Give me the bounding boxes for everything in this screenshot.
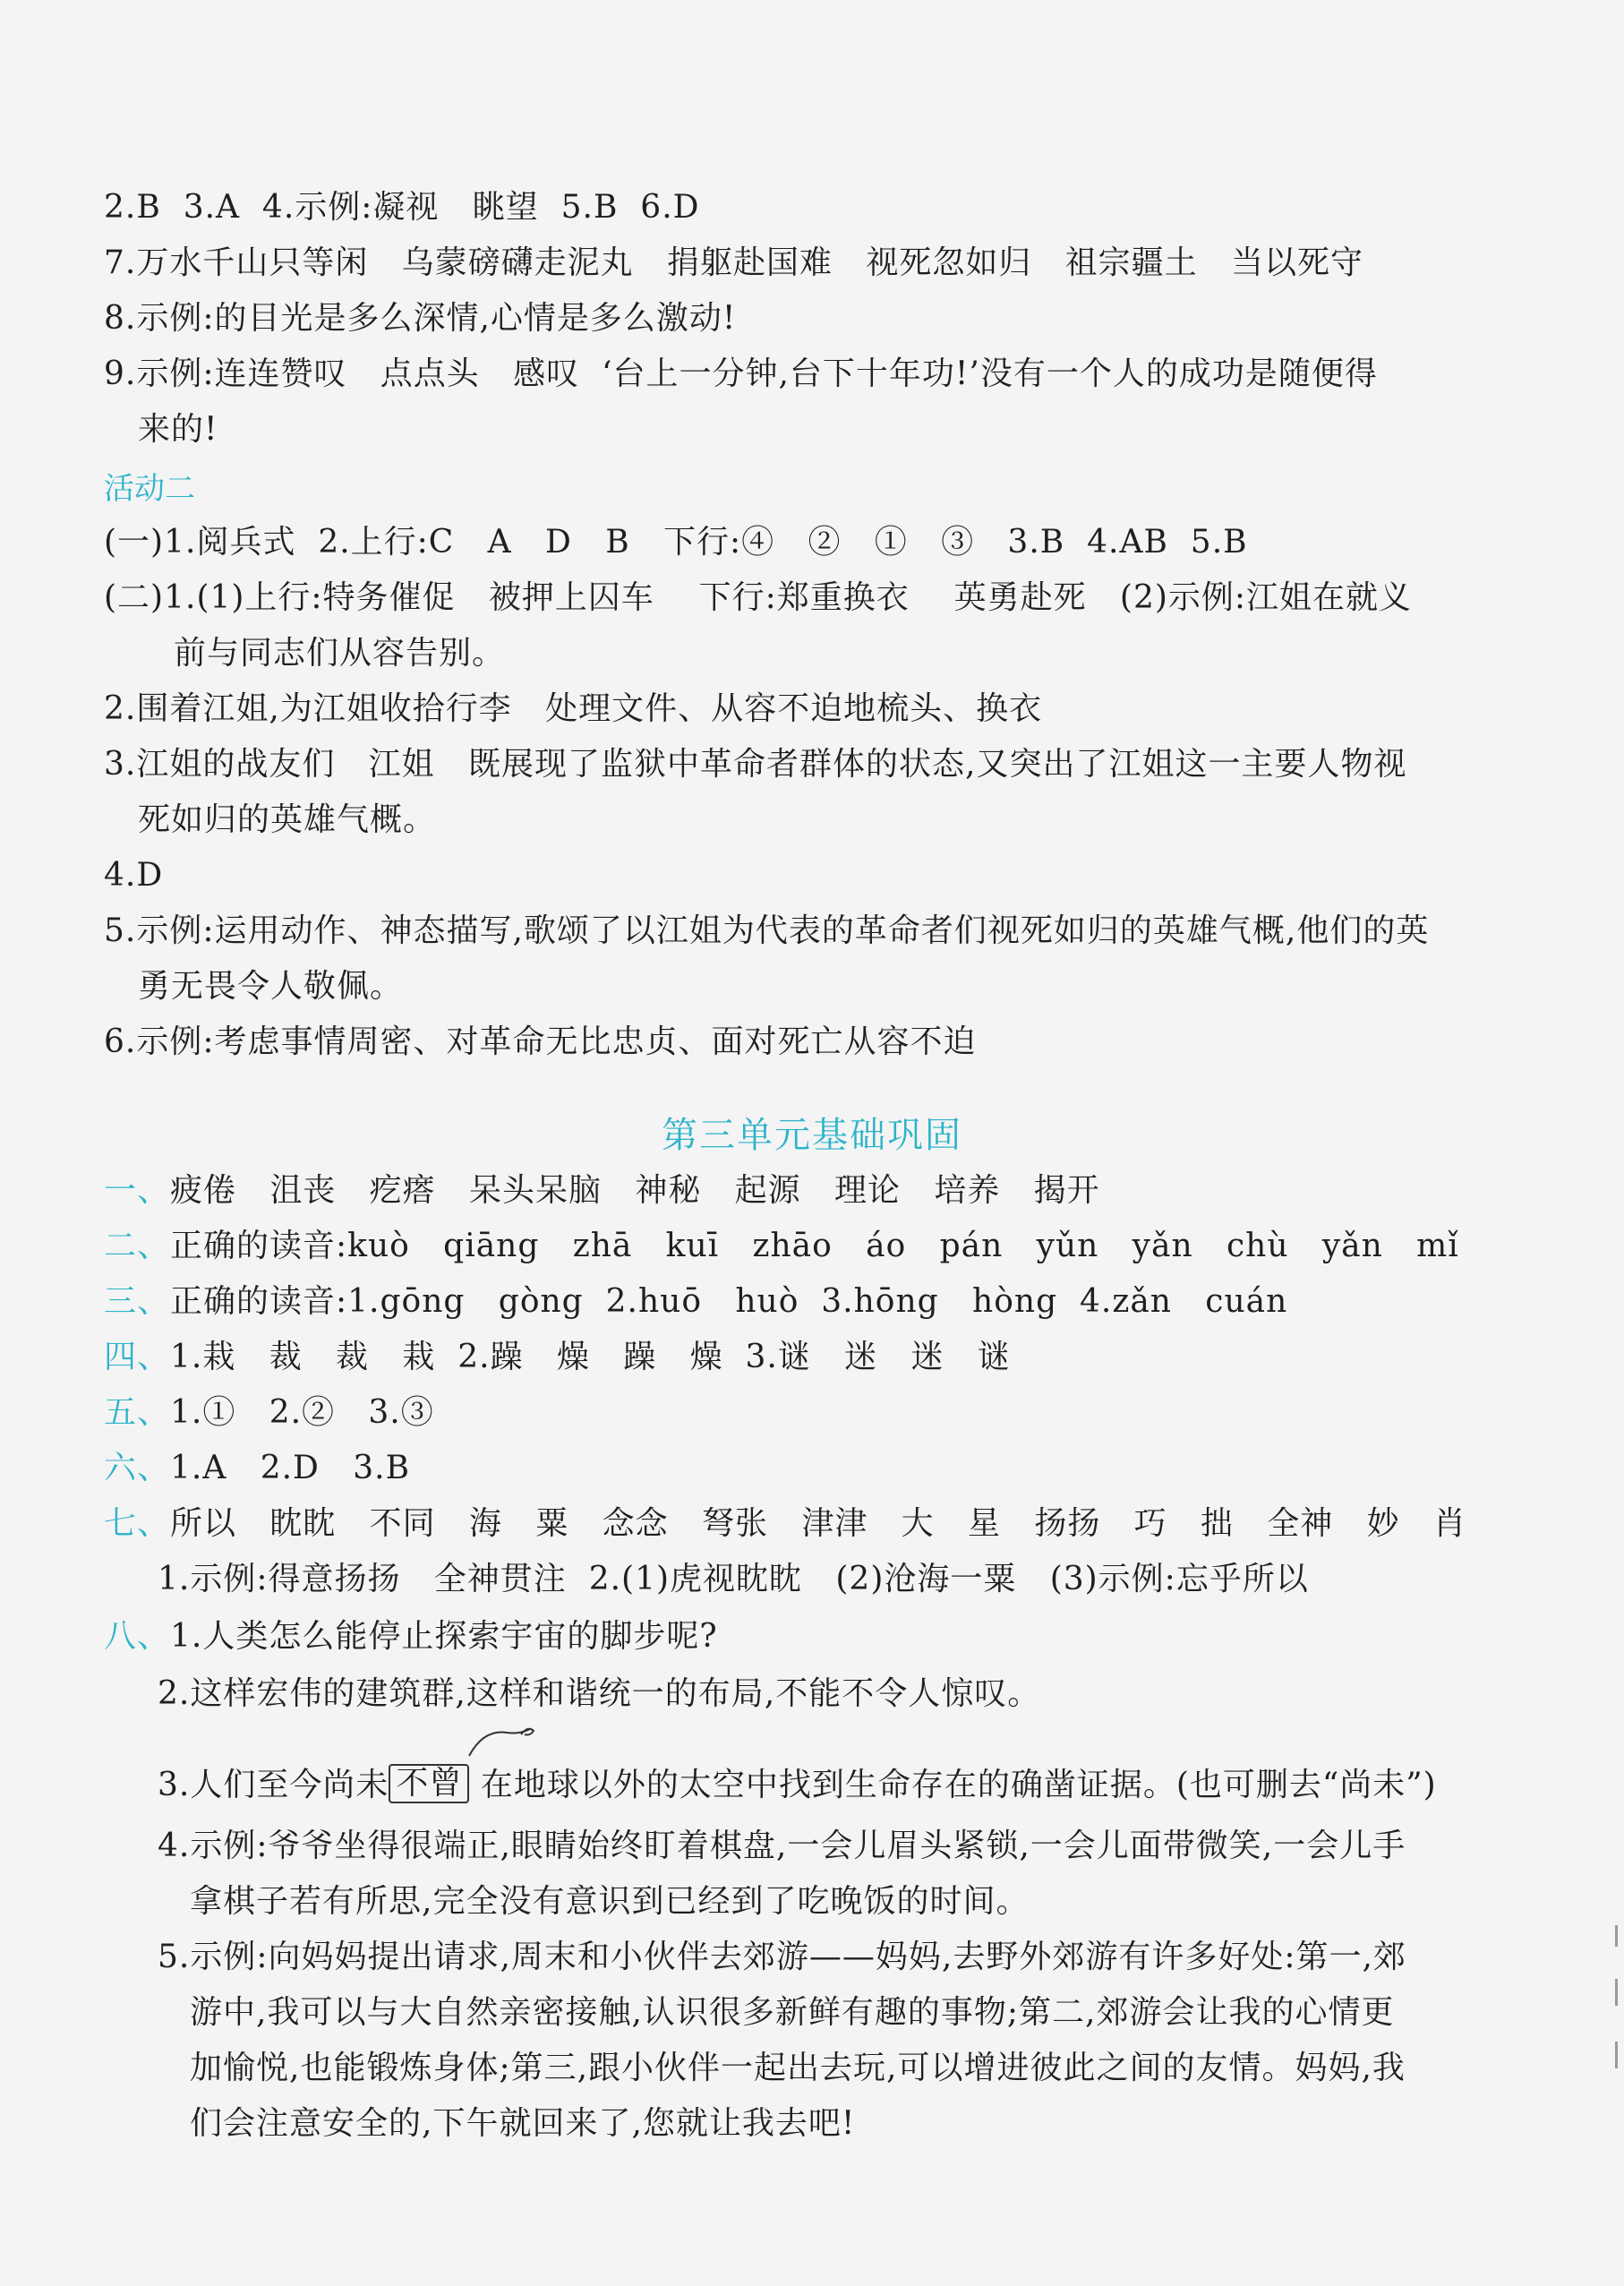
section-number-7: 七、 [104, 1505, 171, 1542]
section-number-2: 二、 [104, 1228, 171, 1264]
section-8-line-1: 1.人类怎么能停止探索宇宙的脚步呢? [170, 1618, 718, 1655]
activity2-line-4-cont: 死如归的英雄气概。 [138, 801, 437, 838]
activity2-line-5: 4.D [104, 857, 164, 894]
margin-tick-marks [1611, 1925, 1624, 2077]
section-6-text: 1.A 2.D 3.B [170, 1450, 411, 1486]
answer-line-7: 7.万水千山只等闲 乌蒙磅礴走泥丸 捐躯赴国难 视死忽如归 祖宗疆土 当以死守 [104, 244, 1363, 281]
section-8-line-5: 5.示例:向妈妈提出请求,周末和小伙伴去郊游——妈妈,去野外郊游有许多好处:第一,郊 [158, 1939, 1406, 1975]
unit3-section-5 [104, 1393, 434, 1433]
section-4-text: 1.栽 裁 裁 栽 2.躁 燥 躁 燥 3.谜 迷 迷 谜 [170, 1339, 1011, 1375]
section-5-text: 1.① 2.② 3.③ [170, 1394, 434, 1431]
unit3-section-8 [104, 1617, 718, 1657]
activity2-line-2-cont: 前与同志们从容告别。 [174, 635, 506, 672]
answer-line-9: 9.示例:连连赞叹 点点头 感叹 ‘台上一分钟,台下十年功!’没有一个人的成功是随便得 [104, 355, 1378, 392]
unit-3-title: 第三单元基础巩固 [662, 1115, 962, 1156]
section-1-text: 疲倦 沮丧 疙瘩 呆头呆脑 神秘 起源 理论 培养 揭开 [170, 1172, 1100, 1209]
section-number-5: 五、 [104, 1394, 171, 1431]
activity2-line-4: 3.江姐的战友们 江姐 既展现了监狱中革命者群体的状态,又突出了江姐这一主要人物视 [104, 746, 1407, 783]
section-8-line-3-end: 在地球以外的太空中找到生命存在的确凿证据。(也可删去“尚未”) [469, 1767, 1437, 1803]
unit3-section-2 [104, 1227, 1459, 1266]
section-number-1: 一、 [104, 1172, 171, 1209]
section-8-line-4: 4.示例:爷爷坐得很端正,眼睛始终盯着棋盘,一会儿眉头紧锁,一会儿面带微笑,一会儿手 [158, 1828, 1406, 1864]
activity2-line-6: 5.示例:运用动作、神态描写,歌颂了以江姐为代表的革命者们视死如归的英雄气概,他们的英 [104, 912, 1430, 949]
section-8-line-5-cont-2: 加愉悦,也能锻炼身体;第三,跟小伙伴一起出去玩,可以增进彼此之间的友情。妈妈,我 [190, 2050, 1406, 2086]
section-8-line-5-cont-3: 们会注意安全的,下午就回来了,您就让我去吧! [190, 2105, 856, 2142]
activity2-line-3: 2.围着江姐,为江姐收拾行李 处理文件、从容不迫地梳头、换衣 [104, 690, 1043, 727]
section-number-6: 六、 [104, 1450, 171, 1486]
section-2-text: 正确的读音:kuò qiāng zhā kuī zhāo áo pán yǔn yǎn chù yǎn mǐ [170, 1228, 1459, 1264]
section-number-3: 三、 [104, 1283, 171, 1320]
unit3-section-4 [104, 1338, 1011, 1377]
answer-line-2-6: 2.B 3.A 4.示例:凝视 眺望 5.B 6.D [104, 189, 700, 226]
answer-line-9-cont: 来的! [138, 411, 218, 448]
unit3-section-6 [104, 1449, 410, 1488]
answer-line-8: 8.示例:的目光是多么深情,心情是多么激动! [104, 300, 737, 337]
section-3-text: 正确的读音:1.gōng gòng 2.huō huò 3.hōng hòng 4.zǎn cuán [170, 1283, 1288, 1320]
section-8-line-5-cont-1: 游中,我可以与大自然亲密接触,认识很多新鲜有趣的事物;第二,郊游会让我的心情更 [190, 1994, 1395, 2031]
section-number-4: 四、 [104, 1339, 171, 1375]
replacement-word-box: 不曾 [389, 1764, 469, 1803]
section-number-8: 八、 [104, 1618, 171, 1655]
activity2-line-2: (二)1.(1)上行:特务催促 被押上囚车 下行:郑重换衣 英勇赴死 (2)示例:江姐在就义 [104, 579, 1413, 616]
correction-mark-icon [466, 1724, 546, 1759]
section-8-line-2: 2.这样宏伟的建筑群,这样和谐统一的布局,不能不令人惊叹。 [158, 1675, 1041, 1712]
section-8-line-3 [158, 1766, 1437, 1805]
section-8-line-3-start: 3.人们至今尚未 [158, 1767, 389, 1803]
unit3-section-3 [104, 1282, 1287, 1322]
section-heading-activity-2: 活动二 [104, 471, 195, 507]
unit3-section-7 [104, 1504, 1466, 1544]
activity2-line-7: 6.示例:考虑事情周密、对革命无比忠贞、面对死亡从容不迫 [104, 1023, 977, 1060]
activity2-line-1: (一)1.阅兵式 2.上行:C A D B 下行:④ ② ① ③ 3.B 4.AB 5.B [104, 524, 1248, 561]
activity2-line-6-cont: 勇无畏令人敬佩。 [138, 968, 404, 1005]
unit3-section-7-sub: 1.示例:得意扬扬 全神贯注 2.(1)虎视眈眈 (2)沧海一粟 (3)示例:忘乎所以 [158, 1561, 1309, 1597]
section-7-text: 所以 眈眈 不同 海 粟 念念 弩张 津津 大 星 扬扬 巧 拙 全神 妙 肖 [170, 1505, 1466, 1542]
section-8-line-4-cont: 拿棋子若有所思,完全没有意识到已经到了吃晚饭的时间。 [190, 1883, 1030, 1920]
unit3-section-1 [104, 1171, 1100, 1211]
